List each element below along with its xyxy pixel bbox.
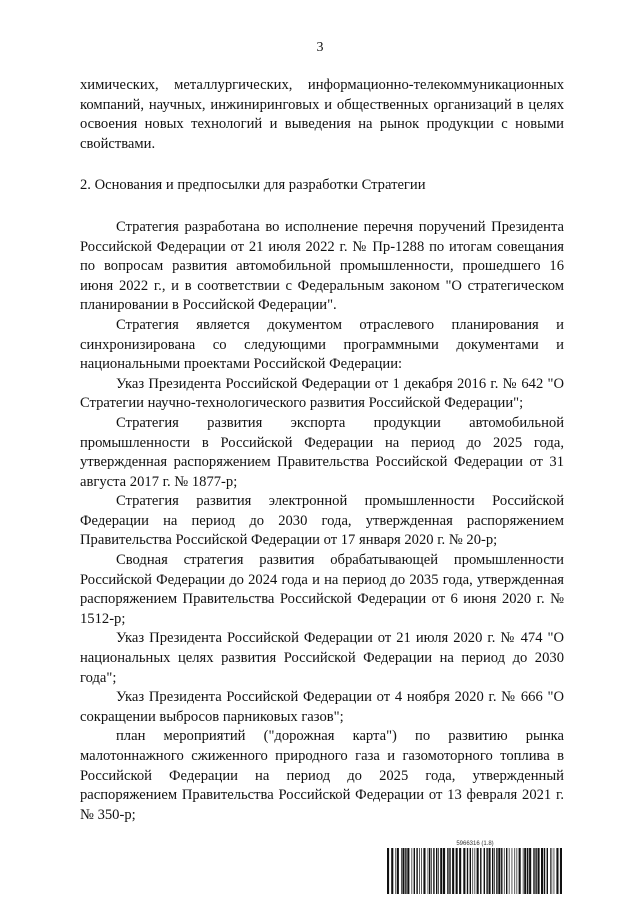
- document-body: [80, 76, 564, 825]
- barcode-code: 5966316 (1.8): [456, 841, 494, 847]
- barcode-block: [386, 840, 564, 894]
- paragraph: Стратегия развития электронной промышленности Российской Федерации на период до 2030 года, утвержденная распоряжением Правительства Российской Федерации от 17 января 2020 г. № 20-р;: [80, 493, 564, 549]
- paragraph: Указ Президента Российской Федерации от 1 декабря 2016 г. № 642 "О Стратегии научно-технологического развития Российской Федерации";: [80, 375, 564, 412]
- barcode-image: [386, 848, 564, 894]
- paragraph: Стратегия является документом отраслевого планирования и синхронизирована со следующими программными документами и национальными проектами Российской Федерации:: [80, 316, 564, 373]
- paragraph: химических, металлургических, информационно-телекоммуникационных компаний, научных, инжиниринговых и общественных организаций в целях освоения новых технологий и выведения на рынок продукции с новыми свойствами.: [80, 77, 564, 152]
- paragraph: Сводная стратегия развития обрабатывающей промышленности Российской Федерации до 2024 года и на период до 2035 года, утвержденная распоряжением Правительства Российской Федерации от 6 июня 2020 г. № 1512-р;: [80, 552, 564, 627]
- paragraph: Указ Президента Российской Федерации от 4 ноября 2020 г. № 666 "О сокращении выбросов парниковых газов";: [80, 689, 564, 725]
- paragraph: Стратегия развития экспорта продукции автомобильной промышленности в Российской Федерации на период до 2025 года, утвержденная распоряжением Правительства Российской Федерации от 31 августа 2017 г. № 1877-р;: [80, 414, 564, 490]
- paragraph: план мероприятий ("дорожная карта") по развитию рынка малотоннажного сжиженного природного газа и газомоторного топлива в Российской Федерации на период до 2025 года, утвержденный распоряжением Правительства Российской Федерации от 13 февраля 2021 г. № 350-р;: [80, 728, 564, 823]
- paragraph: Стратегия разработана во исполнение перечня поручений Президента Российской Федерации от 21 июля 2022 г. № Пр-1288 по итогам совещания по вопросам развития автомобильной промышленности, прошедшего 16 июня 2022 г., и в соответствии с Федеральным законом "О стратегическом планировании в Российской Федерации".: [80, 218, 564, 314]
- section-heading: 2. Основания и предпосылки для разработки Стратегии: [80, 177, 426, 194]
- paragraph: Указ Президента Российской Федерации от 21 июля 2020 г. № 474 "О национальных целях развития Российской Федерации на период до 2030 года";: [80, 630, 564, 686]
- page-number: 3: [316, 40, 324, 55]
